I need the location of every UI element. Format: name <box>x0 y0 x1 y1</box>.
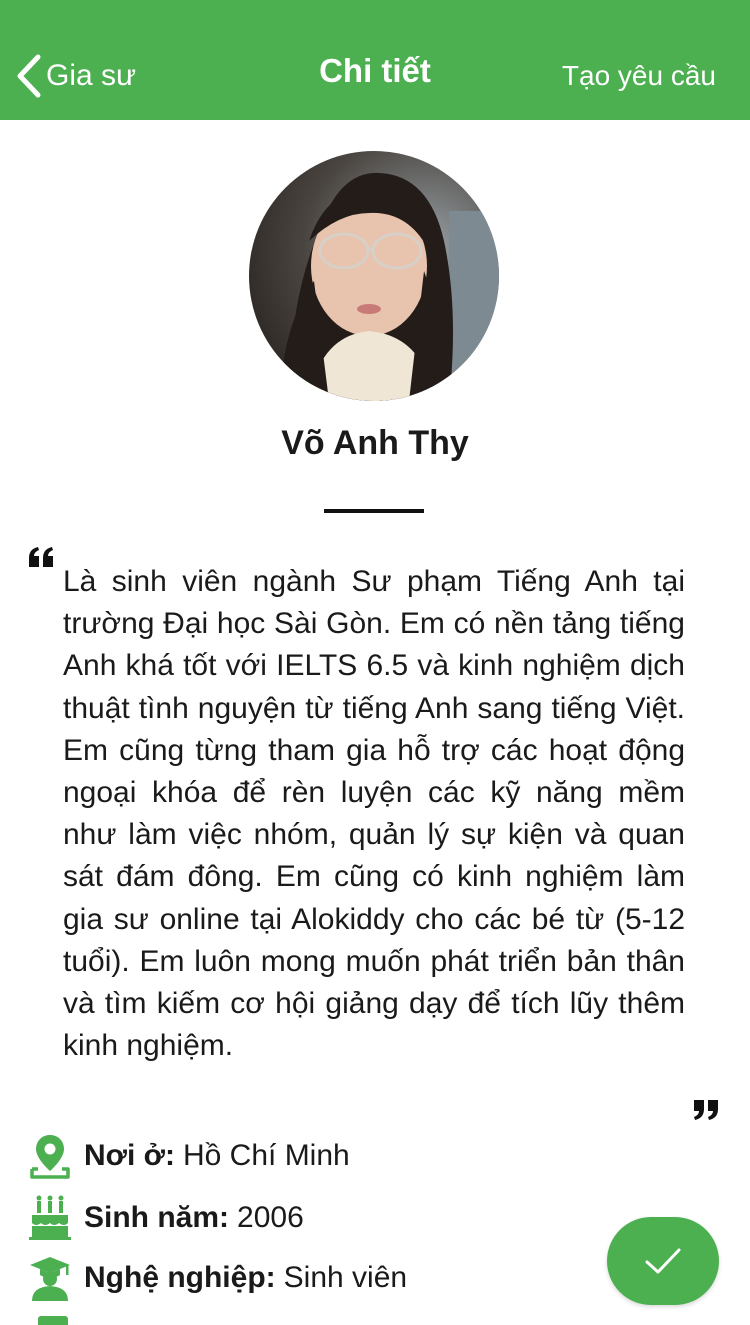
page-title: Chi tiết <box>319 52 431 89</box>
location-pin-icon <box>28 1133 72 1179</box>
checkmark-icon <box>643 1245 683 1277</box>
avatar <box>249 151 499 401</box>
quote-open-icon <box>27 545 55 569</box>
info-row-occupation <box>28 1253 407 1303</box>
confirm-button[interactable] <box>607 1217 719 1305</box>
back-label: Gia sư <box>46 59 137 92</box>
info-label: Nơi ở: <box>84 1139 175 1172</box>
app-header <box>0 0 750 120</box>
info-row-residence <box>28 1131 350 1181</box>
birthday-cake-icon <box>28 1195 72 1241</box>
quote-close-icon <box>692 1098 720 1122</box>
info-label: Nghệ nghiệp: <box>84 1261 276 1294</box>
graduate-icon <box>28 1255 72 1301</box>
info-value: Hồ Chí Minh <box>182 1139 350 1172</box>
info-value: 2006 <box>237 1201 304 1234</box>
divider <box>324 509 424 513</box>
info-row-birth-year <box>28 1193 304 1243</box>
tutor-name: Võ Anh Thy <box>281 424 469 462</box>
info-value: Sinh viên <box>283 1261 408 1294</box>
info-label: Sinh năm: <box>84 1201 230 1234</box>
tutor-bio: Là sinh viên ngành Sư phạm Tiếng Anh tại trường Đại học Sài Gòn. Em có nền tảng tiếng Anh khá tốt với IELTS 6.5 và kinh nghiệm dịch thuật tình nguyện từ tiếng Anh sang tiếng Việt. Em cũng từng tham gia hỗ trợ các hoạt động ngoại khóa để rèn luyện các kỹ năng mềm như làm việc nhóm, quản lý sự kiện và quan sát đám đông. Em cũng có kinh nghiệm làm gia sư online tại Alokiddy cho các bé từ (5-12 tuổi). Em luôn mong muốn phát triển bản thân và tìm kiếm cơ hội giảng dạy để tích lũy thêm kinh nghiệm. <box>63 565 685 1063</box>
book-icon <box>38 1316 68 1325</box>
create-request-button[interactable]: Tạo yêu cầu <box>561 60 716 91</box>
